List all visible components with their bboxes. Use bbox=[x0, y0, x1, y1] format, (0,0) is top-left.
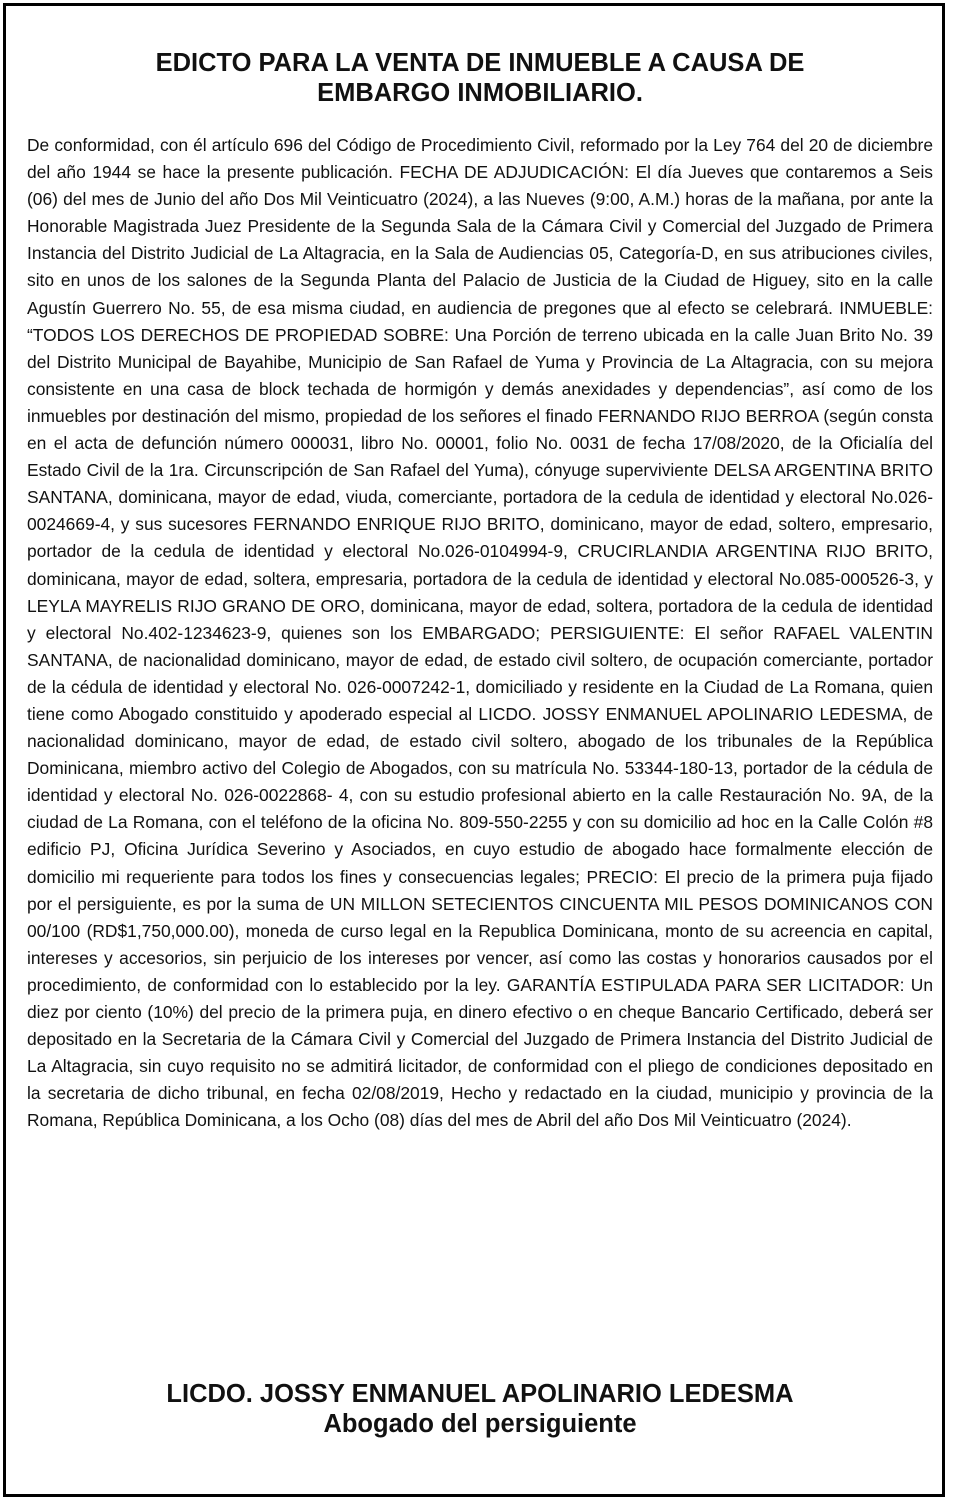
edict-body-paragraph: De conformidad, con él artículo 696 del Código de Procedimiento Civil, reformado por la Ley 764 del 20 de diciembre del año 1944 se hace la presente publicación. FECHA DE ADJUDICACIÓN: El día Jueves que contaremos a Seis (06) del mes de Junio del año Dos Mil Veinticuatro (2024), a las Nueves (9:00, A.M.) horas de la mañana, por ante la Honorable Magistrada Juez Presidente de la Segunda Sala de la Cámara Civil y Comercial del Juzgado de Primera Instancia del Distrito Judicial de La Altagracia, en la Sala de Audiencias 05, Categoría-D, en sus atribuciones civiles, sito en unos de los salones de la Segunda Planta del Palacio de Justicia de la Ciudad de Higuey, sito en la calle Agustín Guerrero No. 55, de esa misma ciudad, en audiencia de pregones que al efecto se celebrará. INMUEBLE: “TODOS LOS DERECHOS DE PROPIEDAD SOBRE: Una Porción de terreno ubicada en la calle Juan Brito No. 39 del Distrito Municipal de Bayahibe, Municipio de San Rafael de Yuma y Provincia de La Altagracia, con su mejora consistente en una casa de block techada de hormigón y demás anexidades y dependencias”, así como de los inmuebles por destinación del mismo, propiedad de los señores el finado FERNANDO RIJO BERROA (según consta en el acta de defunción número 000031, libro No. 00001, folio No. 0031 de fecha 17/08/2020, de la Oficialía del Estado Civil de la 1ra. Circunscripción de San Rafael del Yuma), cónyuge superviviente DELSA ARGENTINA BRITO SANTANA, dominicana, mayor de edad, viuda, comerciante, portadora de la cedula de identidad y electoral No.026-0024669-4, y sus sucesores FERNANDO ENRIQUE RIJO BRITO, dominicano, mayor de edad, soltero, empresario, portador de la cedula de identidad y electoral No.026-0104994-9, CRUCIRLANDIA ARGENTINA RIJO BRITO, dominicana, mayor de edad, soltera, empresaria, portadora de la cedula de identidad y electoral No.085-000526-3, y LEYLA MAYRELIS RIJO GRANO DE ORO, dominicana, mayor de edad, soltera, portadora de la cedula de identidad y electoral No.402-1234623-9, quienes son los EMBARGADO; PERSIGUIENTE: El señor RAFAEL VALENTIN SANTANA, de nacionalidad dominicano, mayor de edad, de estado civil soltero, de ocupación comerciante, portador de la cédula de identidad y electoral No. 026-0007242-1, domiciliado y residente en la Ciudad de La Romana, quien tiene como Abogado constituido y apoderado especial al LICDO. JOSSY ENMANUEL APOLINARIO LEDESMA, de nacionalidad dominicano, mayor de edad, de estado civil soltero, abogado de los tribunales de la República Dominicana, miembro activo del Colegio de Abogados, con su matrícula No. 53344-180-13, portador de la cédula de identidad y electoral No. 026-0022868- 4, con su estudio profesional abierto en la calle Restauración No. 9A, de la ciudad de La Romana, con el teléfono de la oficina No. 809-550-2255 y con su domicilio ad hoc en la Calle Colón #8 edificio PJ, Oficina Jurídica Severino y Asociados, en cuyo estudio de abogado hace formalmente elección de domicilio mi requeriente para todos los fines y consecuencias legales; PRECIO: El precio de la primera puja fijado por el persiguiente, es por la suma de UN MILLON SETECIENTOS CINCUENTA MIL PESOS DOMINICANOS CON 00/100 (RD$1,750,000.00), moneda de curso legal en la Republica Dominicana, monto de su acreencia en capital, intereses y accesorios, sin perjuicio de los intereses por vencer, así como las costas y honorarios causados por el procedimiento, de conformidad con lo establecido por la ley. GARANTÍA ESTIPULADA PARA SER LICITADOR: Un diez por ciento (10%) del precio de la primera puja, en dinero efectivo o en cheque Bancario Certificado, deberá ser depositado en la Secretaria de la Cámara Civil y Comercial del Juzgado de Primera Instancia del Distrito Judicial de La Altagracia, sin cuyo requisito no se admitirá licitador, de conformidad con el pliego de condiciones depositado en la secretaria de dicho tribunal, en fecha 02/08/2019, Hecho y redactado en la ciudad, municipio y provincia de la Romana, República Dominicana, a los Ocho (08) días del mes de Abril del año Dos Mil Veinticuatro (2024). bbox=[27, 135, 933, 1131]
title-line-1: EDICTO PARA LA VENTA DE INMUEBLE A CAUSA DE bbox=[155, 49, 805, 77]
signature-name: LICDO. JOSSY ENMANUEL APOLINARIO LEDESMA bbox=[166, 1380, 794, 1408]
document-title bbox=[6, 48, 954, 108]
signature-block bbox=[6, 1379, 954, 1439]
title-line-2: EMBARGO INMOBILIARIO. bbox=[317, 79, 643, 107]
signature-role: Abogado del persiguiente bbox=[323, 1410, 637, 1438]
document-border bbox=[3, 3, 945, 1497]
